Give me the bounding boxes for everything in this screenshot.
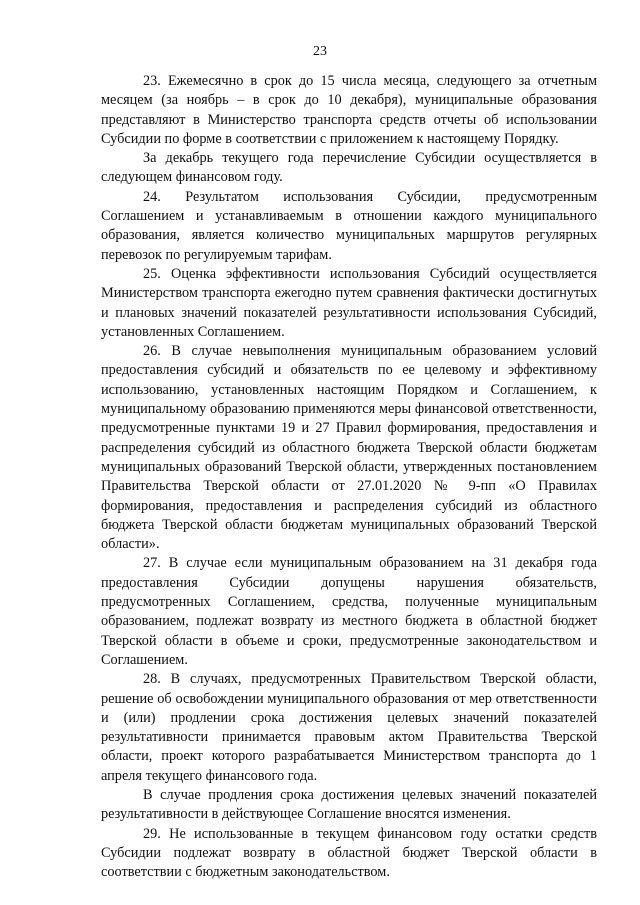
paragraph-december-transfer: За декабрь текущего года перечисление Субсидии осуществляется в следующем финансовом году. [101,150,597,186]
paragraph-extension-changes: В случае продления срока достижения целевых значений показателей результативности в действующее Соглашение вносятся изменения. [101,786,597,823]
paragraph-29: 29. Не использованные в текущем финансовом году остатки средств Субсидии подлежат возврату в областной бюджет Тверской области в соответствии с бюджетным законодательством. [101,825,597,881]
paragraph-24: 24. Результатом использования Субсидии, предусмотренным Соглашением и устанавливаемым в отношении каждого муниципального образования, является количество муниципальных маршрутов регулярных перевозок по регулируемым тарифам. [101,188,597,263]
paragraph-23: 23. Ежемесячно в срок до 15 числа месяца, следующего за отчетным месяцем (за ноябрь – в срок до 10 декабря), муниципальные образования представляют в Министерство транспорта средств отчеты об использовании Субсидии по форме в соответствии с приложением к настоящему Порядку. [101,73,597,147]
paragraph-26: 26. В случае невыполнения муниципальным образованием условий предоставления субсидий и обязательств по ее целевому и эффективному использованию, установленных настоящим Порядком и Соглашением, к муниципальному образованию применяются меры финансовой ответственности, предусмотренные пунктами 19 и 27 Правил формирования, предоставления и распределения субсидий из областного бюджета Тверской области бюджетам муниципальных образований Тверской области, утвержденных постановлением Правительства Тверской области от 27.01.2020 № 9-пп «О Правилах формирования, предоставления и распределения субсидий из областного бюджета Тверской области бюджетам муниципальных образований Тверской области». [101,343,597,553]
paragraph-25: 25. Оценка эффективности использования Субсидий осуществляется Министерством транспорта ежегодно путем сравнения фактически достигнутых и плановых значений показателей результативности использования Субсидий, установленных Соглашением. [101,265,597,340]
page-number: 23 [313,44,327,59]
paragraph-28: 28. В случаях, предусмотренных Правительством Тверской области, решение об освобождении муниципального образования от мер ответственности и (или) продлении срока достижения целевых значений показателей результативности принимается правовым актом Правительства Тверской области, проект которого разрабатывается Министерством транспорта до 1 апреля текущего финансового года. [101,671,597,784]
document-body [101,72,597,882]
paragraph-27: 27. В случае если муниципальным образованием на 31 декабря года предоставления Субсидии допущены нарушения обязательств, предусмотренных Соглашением, средства, полученные муниципальным образованием, подлежат возврату из местного бюджета в областной бюджет Тверской области в объеме и сроки, предусмотренные законодательством и Соглашением. [101,555,597,668]
